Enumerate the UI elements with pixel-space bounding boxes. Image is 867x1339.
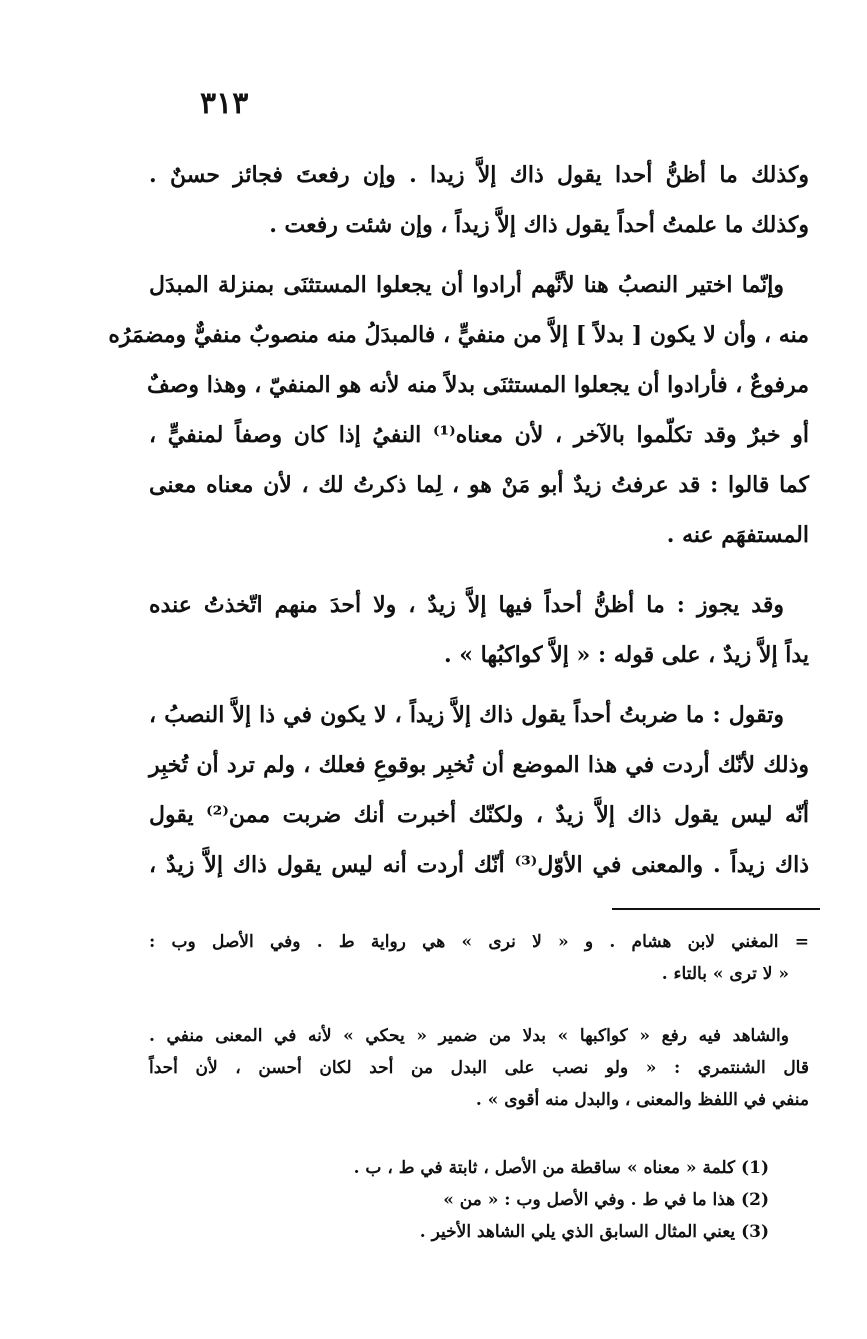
text-line: وكذلك ما علمتُ أحداً يقول ذاك إلاَّ زيداً ، وإن شئت رفعت . <box>269 212 809 238</box>
text-line: يداً إلاَّ زيدٌ ، على قوله : « إلاَّ كواكبُها » . <box>443 642 809 668</box>
main-text <box>149 690 809 890</box>
footnote-line: (2) هذا ما في ط . وفي الأصل وب : « من » <box>443 1190 769 1210</box>
text-line: كما قالوا : قد عرفتُ زيدٌ أبو مَنْ هو ، لِما ذكرتُ لك ، لأن معناه معنى <box>149 472 809 498</box>
text-line: أو خبرٌ وقد تكلّموا بالآخر ، لأن معناه⁽¹⁾ النفيُ إذا كان وصفاً لمنفيٍّ ، <box>149 422 810 448</box>
footnote-line: (1) كلمة « معناه » ساقطة من الأصل ، ثابتة في ط ، ب . <box>353 1158 769 1178</box>
footnote-line: « لا ترى » بالتاء . <box>661 964 789 984</box>
text-line: ذاك زيداً . والمعنى في الأوّل⁽³⁾ أنّك أردت أنه ليس يقول ذاك إلاَّ زيدٌ ، <box>149 852 810 878</box>
footnote-divider <box>612 908 820 910</box>
footnote-line: والشاهد فيه رفع « كواكبها » بدلا من ضمير « يحكي » لأنه في المعنى منفي . <box>149 1026 789 1046</box>
footnote-line: (3) يعني المثال السابق الذي يلي الشاهد الأخير . <box>419 1222 769 1242</box>
footnote-line: قال الشنتمري : « ولو نصب على البدل من أحد لكان أحسن ، لأن أحداً <box>149 1058 809 1078</box>
text-line: المستفهَم عنه . <box>666 522 809 548</box>
footnote-line: منفي في اللفظ والمعنى ، والبدل منه أقوى » . <box>475 1090 809 1110</box>
main-text <box>108 260 810 560</box>
text-line: مرفوعٌ ، فأرادوا أن يجعلوا المستثنَى بدلاً منه لأنه هو المنفيّ ، وهذا وصفٌ <box>146 372 809 398</box>
page-number: ٣١٣ <box>200 86 249 121</box>
text-line: وذلك لأنّك أردت في هذا الموضع أن تُخبِر بوقوعِ فعلك ، ولم ترد أن تُخبِر <box>149 752 809 778</box>
text-line: منه ، وأن لا يكون [ بدلاً ] إلاَّ من منفيٍّ ، فالمبدَلُ منه منصوبٌ منفيٌّ ومضمَرُه <box>108 322 809 348</box>
main-text <box>149 150 809 250</box>
text-line: وقد يجوز : ما أظنُّ أحداً فيها إلاَّ زيدٌ ، ولا أحدَ منهم اتّخذتُ عنده <box>149 592 784 618</box>
main-text <box>149 580 809 680</box>
text-line: وإنّما اختير النصبُ هنا لأنَّهم أرادوا أن يجعلوا المستثنَى بمنزلة المبدَل <box>149 272 784 298</box>
footnotes <box>149 1020 809 1116</box>
footnote-line: = المغني لابن هشام . و « لا نرى » هي رواية ط . وفي الأصل وب : <box>149 932 809 952</box>
text-line: أنّه ليس يقول ذاك إلاَّ زيدٌ ، ولكنّك أخبرت أنك ضربت ممن⁽²⁾ يقول <box>149 802 809 828</box>
text-line: وتقول : ما ضربتُ أحداً يقول ذاك إلاَّ زيداً ، لا يكون في ذا إلاَّ النصبُ ، <box>149 702 784 728</box>
text-line: وكذلك ما أظنُّ أحدا يقول ذاك إلاَّ زيدا . وإن رفعتَ فجائز حسنٌ . <box>149 162 809 188</box>
footnotes <box>149 1152 809 1248</box>
footnotes <box>149 926 809 990</box>
